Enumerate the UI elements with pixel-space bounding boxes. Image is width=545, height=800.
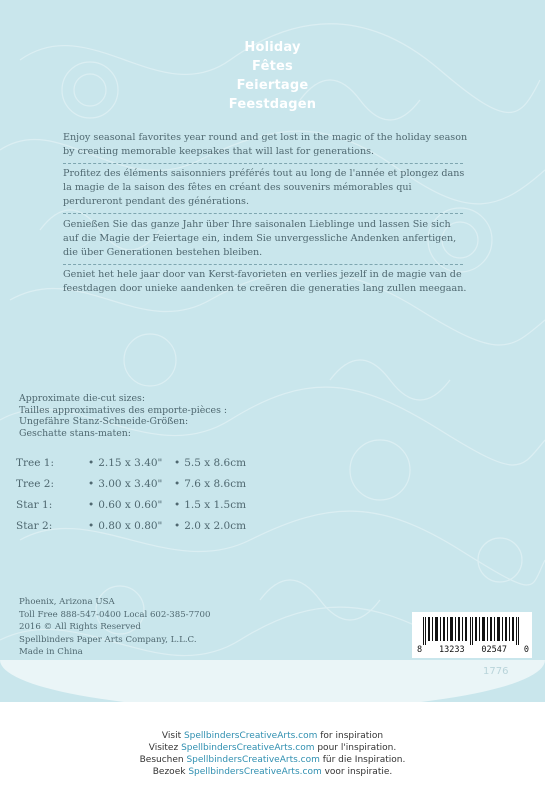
die-name: Tree 2:	[16, 477, 55, 490]
upc-barcode	[412, 612, 532, 658]
table-row	[16, 473, 274, 494]
footer-text: voor inspiratie.	[321, 767, 393, 777]
footer-text: Bezoek	[152, 767, 189, 777]
description-nl: Geniet het hele jaar door van Kerst-favorieten en verlies jezelf in de magie van de feestdagen door unieke aandenken te creëren die generaties lang zullen meegaan.	[63, 269, 467, 294]
size-metric: 2.0 x 2.0cm	[184, 519, 247, 532]
website-link[interactable]: SpellbindersCreativeArts.com	[183, 731, 318, 741]
barcode-digit-left: 8	[417, 645, 423, 655]
footer-text: Visitez	[148, 743, 182, 753]
table-row	[16, 515, 274, 536]
card-bottom-curve	[0, 660, 545, 702]
bullet: •	[174, 519, 181, 532]
divider	[63, 163, 463, 164]
size-imperial: 0.60 x 0.60"	[98, 498, 163, 511]
size-imperial: 0.80 x 0.80"	[98, 519, 163, 532]
address-line: Toll Free 888-547-0400 Local 602-385-7700	[19, 609, 211, 620]
website-link[interactable]: SpellbindersCreativeArts.com	[188, 767, 322, 777]
bullet: •	[88, 477, 95, 490]
title-block	[0, 38, 545, 114]
footer-line-en	[0, 730, 545, 742]
address-line: 2016 © All Rights Reserved	[19, 622, 141, 633]
barcode-digits-group: 13233	[438, 645, 465, 655]
description-fr: Profitez des éléments saisonniers préférés tout au long de l'année et plongez dans la magie de la saison des fêtes en créant des souvenirs mémorables qui perdureront pendant des générations.	[63, 168, 465, 207]
title-nl: Feestdagen	[228, 97, 317, 112]
website-link[interactable]: SpellbindersCreativeArts.com	[181, 743, 315, 753]
bullet: •	[174, 498, 181, 511]
footer-text: Visit	[161, 731, 184, 741]
barcode-digits	[417, 645, 529, 655]
bullet: •	[88, 456, 95, 469]
sizes-heading-de: Ungefähre Stanz-Schneide-Größen:	[19, 416, 189, 428]
sizes-heading-fr: Tailles approximatives des emporte-pièces :	[19, 404, 228, 416]
size-metric: 5.5 x 8.6cm	[184, 456, 247, 469]
title-de: Feiertage	[236, 78, 309, 93]
footer-text: Besuchen	[139, 755, 187, 765]
footer-text: for inspiration	[317, 731, 384, 741]
table-row	[16, 494, 274, 515]
footer-text: für die Inspiration.	[319, 755, 406, 765]
sizes-heading-nl: Geschatte stans-maten:	[19, 427, 131, 439]
die-cut-sizes-heading	[19, 393, 227, 439]
barcode-digits-group: 02547	[481, 645, 507, 655]
die-name: Star 2:	[16, 519, 53, 532]
footer-line-de	[0, 754, 545, 766]
size-imperial: 3.00 x 3.40"	[98, 477, 163, 490]
footer-text: pour l'inspiration.	[314, 743, 397, 753]
description-en: Enjoy seasonal favorites year round and get lost in the magic of the holiday season by creating memorable keepsakes that will last for generations.	[63, 132, 468, 157]
barcode-bars	[417, 617, 529, 645]
barcode-digit-right: 0	[523, 645, 529, 655]
bullet: •	[174, 477, 181, 490]
footer-line-nl	[0, 766, 545, 778]
divider	[63, 264, 463, 265]
bullet: •	[88, 498, 95, 511]
title-fr: Fêtes	[252, 59, 293, 74]
address-line: Spellbinders Paper Arts Company, L.L.C.	[19, 634, 197, 645]
description-de: Genießen Sie das ganze Jahr über Ihre saisonalen Lieblinge und lassen Sie sich auf die Magie der Feiertage ein, indem Sie unvergessliche Andenken anfertigen, die über Generationen bestehen bleiben.	[63, 219, 457, 258]
website-link[interactable]: SpellbindersCreativeArts.com	[186, 755, 320, 765]
footer-line-fr	[0, 742, 545, 754]
size-metric: 7.6 x 8.6cm	[184, 477, 247, 490]
bullet: •	[88, 519, 95, 532]
sizes-heading-en: Approximate die-cut sizes:	[19, 393, 145, 404]
sku-number: 1776	[483, 666, 509, 677]
size-metric: 1.5 x 1.5cm	[184, 498, 247, 511]
company-address	[19, 596, 210, 659]
title-en: Holiday	[244, 40, 301, 55]
address-line: Made in China	[19, 647, 83, 658]
divider	[63, 213, 463, 214]
die-cut-sizes-table	[16, 452, 274, 536]
die-name: Star 1:	[16, 498, 53, 511]
size-imperial: 2.15 x 3.40"	[98, 456, 163, 469]
address-line: Phoenix, Arizona USA	[19, 597, 115, 607]
footer-inspiration	[0, 730, 545, 778]
die-name: Tree 1:	[16, 456, 55, 469]
bullet: •	[174, 456, 181, 469]
table-row	[16, 452, 274, 473]
